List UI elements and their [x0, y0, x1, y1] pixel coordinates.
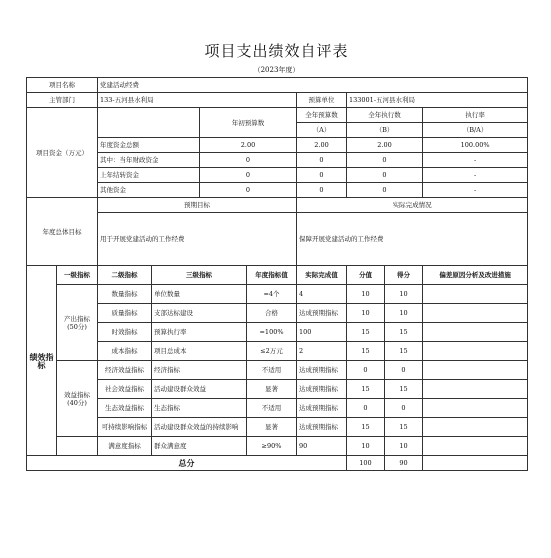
perf-weight: 10 [347, 437, 385, 456]
perf-output-label: 产出指标(50分) [57, 285, 98, 361]
perf-actual: 4 [297, 285, 347, 304]
perf-actual: 100 [297, 323, 347, 342]
funds-row-initial: 0 [200, 153, 297, 168]
goals-expected-text: 用于开展党建活动的工作经费 [98, 213, 297, 266]
funds-row-rate: 100.00% [423, 138, 528, 153]
perf-l3: 生态指标 [152, 399, 247, 418]
funds-sub-ba: （B/A） [423, 123, 528, 138]
perf-row [27, 285, 528, 304]
dept-label: 主管部门 [27, 93, 98, 108]
perf-score: 0 [385, 399, 423, 418]
funds-row-name: 年度资金总额 [98, 138, 200, 153]
perf-actual: 达成预期指标 [297, 304, 347, 323]
perf-l3: 预算执行率 [152, 323, 247, 342]
total-reason [423, 456, 528, 471]
perf-reason [423, 437, 528, 456]
perf-weight: 0 [347, 361, 385, 380]
funds-row [27, 168, 528, 183]
funds-row-name: 上年结转资金 [98, 168, 200, 183]
perf-l2: 生态效益指标 [98, 399, 152, 418]
perf-l2: 经济效益指标 [98, 361, 152, 380]
row-dept [27, 93, 528, 108]
perf-reason [423, 418, 528, 437]
funds-col-rate: 执行率 [423, 108, 528, 123]
goals-label: 年度总体目标 [27, 198, 98, 266]
row-total [27, 456, 528, 471]
perf-actual: 达成预期指标 [297, 361, 347, 380]
perf-l3: 单位数量 [152, 285, 247, 304]
evaluation-table [26, 77, 528, 471]
perf-score: 15 [385, 418, 423, 437]
perf-row [27, 399, 528, 418]
perf-actual: 2 [297, 342, 347, 361]
unit-value: 133001-五河县水利局 [347, 93, 528, 108]
funds-row-rate: - [423, 168, 528, 183]
perf-l3: 群众满意度 [152, 437, 247, 456]
perf-weight: 0 [347, 399, 385, 418]
perf-l2: 数量指标 [98, 285, 152, 304]
perf-weight: 10 [347, 285, 385, 304]
perf-h-level3: 三级指标 [152, 266, 247, 285]
perf-annual: ≤2万元 [247, 342, 297, 361]
total-weight: 100 [347, 456, 385, 471]
row-goals-body [27, 213, 528, 266]
perf-actual: 达成预期指标 [297, 380, 347, 399]
perf-h-reason: 偏差原因分析及改进措施 [423, 266, 528, 285]
form-title: 项目支出绩效自评表 [204, 42, 349, 60]
funds-row-exec: 2.00 [347, 138, 423, 153]
funds-sub-a: （A） [297, 123, 347, 138]
funds-row-initial: 2.00 [200, 138, 297, 153]
perf-score: 10 [385, 304, 423, 323]
funds-row [27, 138, 528, 153]
funds-row-rate: - [423, 153, 528, 168]
evaluation-form [26, 38, 527, 471]
funds-row-budget: 0 [297, 183, 347, 198]
perf-l2: 质量指标 [98, 304, 152, 323]
perf-actual: 达成预期指标 [297, 418, 347, 437]
funds-sub-b: （B） [347, 123, 423, 138]
perf-l3: 经济指标 [152, 361, 247, 380]
perf-score: 15 [385, 380, 423, 399]
funds-row-name: 其他资金 [98, 183, 200, 198]
perf-label: 绩效指标 [27, 266, 57, 456]
row-funds-header-1 [27, 108, 528, 123]
perf-weight: 15 [347, 323, 385, 342]
perf-actual: 达成预期指标 [297, 399, 347, 418]
funds-col-exec: 全年执行数 [347, 108, 423, 123]
funds-row-name: 其中：当年财政资金 [98, 153, 200, 168]
perf-reason [423, 285, 528, 304]
funds-row-initial: 0 [200, 183, 297, 198]
perf-annual: =100% [247, 323, 297, 342]
goals-actual-label: 实际完成情况 [297, 198, 528, 213]
perf-l2: 时效指标 [98, 323, 152, 342]
perf-reason [423, 399, 528, 418]
perf-l2: 满意度指标 [98, 437, 152, 456]
perf-weight: 15 [347, 342, 385, 361]
project-name-value: 党建活动经费 [98, 78, 528, 93]
perf-annual: 不适用 [247, 399, 297, 418]
perf-annual: =4个 [247, 285, 297, 304]
perf-row [27, 418, 528, 437]
perf-row [27, 361, 528, 380]
perf-h-score: 得分 [385, 266, 423, 285]
funds-row-budget: 0 [297, 168, 347, 183]
perf-reason [423, 323, 528, 342]
goals-expected-label: 预期目标 [98, 198, 297, 213]
perf-row-satisfaction [27, 437, 528, 456]
perf-score: 0 [385, 361, 423, 380]
funds-col-initial: 年初预算数 [200, 108, 297, 138]
perf-row [27, 304, 528, 323]
perf-row [27, 380, 528, 399]
row-perf-header [27, 266, 528, 285]
funds-row-exec: 0 [347, 153, 423, 168]
total-label: 总分 [27, 456, 347, 471]
perf-row [27, 323, 528, 342]
perf-h-level1: 一级指标 [57, 266, 98, 285]
dept-value: 133-五河县水利局 [98, 93, 297, 108]
perf-l3: 项目总成本 [152, 342, 247, 361]
perf-reason [423, 380, 528, 399]
perf-annual: ≥90% [247, 437, 297, 456]
perf-annual: 合格 [247, 304, 297, 323]
funds-row-budget: 0 [297, 153, 347, 168]
perf-weight: 15 [347, 380, 385, 399]
perf-h-level2: 二级指标 [98, 266, 152, 285]
goals-actual-text: 保障开展党建活动的工作经费 [297, 213, 528, 266]
perf-row [27, 342, 528, 361]
perf-l2: 成本指标 [98, 342, 152, 361]
perf-score: 15 [385, 323, 423, 342]
row-goals-header [27, 198, 528, 213]
perf-score: 15 [385, 342, 423, 361]
perf-reason [423, 361, 528, 380]
perf-satisfaction-blank [57, 437, 98, 456]
perf-weight: 15 [347, 418, 385, 437]
perf-reason [423, 342, 528, 361]
funds-row [27, 153, 528, 168]
perf-score: 10 [385, 437, 423, 456]
funds-blank-header [98, 108, 200, 138]
perf-l3: 支部达标建设 [152, 304, 247, 323]
perf-effect-label: 效益指标(40分) [57, 361, 98, 437]
perf-l3: 活动建设群众效益 [152, 380, 247, 399]
funds-row [27, 183, 528, 198]
funds-row-exec: 0 [347, 168, 423, 183]
total-score: 90 [385, 456, 423, 471]
funds-row-exec: 0 [347, 183, 423, 198]
perf-score: 10 [385, 285, 423, 304]
project-name-label: 项目名称 [27, 78, 98, 93]
unit-label: 预算单位 [297, 93, 347, 108]
perf-l3: 活动建设群众效益的持续影响 [152, 418, 247, 437]
perf-annual: 显著 [247, 418, 297, 437]
funds-label: 项目资金（万元） [27, 108, 98, 198]
perf-actual: 90 [297, 437, 347, 456]
perf-weight: 10 [347, 304, 385, 323]
perf-reason [423, 304, 528, 323]
perf-annual: 显著 [247, 380, 297, 399]
perf-l2: 可持续影响指标 [98, 418, 152, 437]
perf-annual: 不适用 [247, 361, 297, 380]
row-project-name [27, 78, 528, 93]
funds-row-rate: - [423, 183, 528, 198]
funds-row-budget: 2.00 [297, 138, 347, 153]
funds-col-budget: 全年预算数 [297, 108, 347, 123]
perf-h-weight: 分值 [347, 266, 385, 285]
form-year: （2023年度） [253, 66, 300, 74]
perf-l2: 社会效益指标 [98, 380, 152, 399]
perf-h-actual: 实际完成值 [297, 266, 347, 285]
funds-row-initial: 0 [200, 168, 297, 183]
perf-h-annual: 年度指标值 [247, 266, 297, 285]
